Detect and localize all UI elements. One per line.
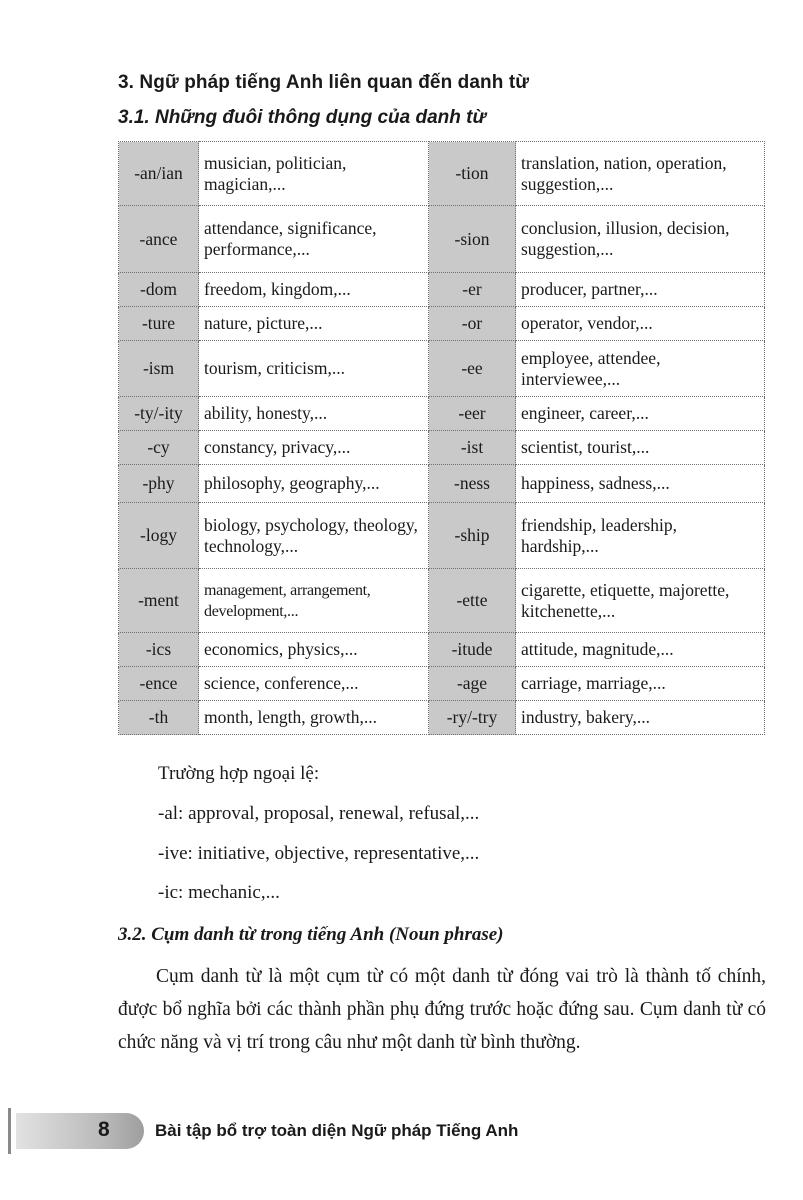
suffix-cell: -itude	[429, 633, 516, 667]
examples-cell: month, length, growth,...	[199, 701, 429, 735]
suffix-cell: -dom	[119, 273, 199, 307]
suffix-cell: -age	[429, 667, 516, 701]
suffix-cell: -ance	[119, 206, 199, 273]
suffix-cell: -er	[429, 273, 516, 307]
noun-suffix-table	[118, 141, 765, 735]
suffix-cell: -ty/-ity	[119, 397, 199, 431]
subsection-heading: 3.1. Những đuôi thông dụng của danh từ	[118, 107, 487, 128]
examples-cell: conclusion, illusion, decision, suggestion,...	[516, 206, 765, 273]
footer-tick	[8, 1108, 11, 1154]
section-heading: 3. Ngữ pháp tiếng Anh liên quan đến danh từ	[118, 72, 530, 93]
suffix-cell: -ness	[429, 465, 516, 503]
suffix-cell: -phy	[119, 465, 199, 503]
suffix-cell: -tion	[429, 142, 516, 206]
examples-cell: employee, attendee, interviewee,...	[516, 341, 765, 397]
footer-tab	[16, 1113, 144, 1149]
table-row	[119, 397, 765, 431]
examples-cell: happiness, sadness,...	[516, 465, 765, 503]
examples-cell: carriage, marriage,...	[516, 667, 765, 701]
table-row	[119, 341, 765, 397]
suffix-cell: -ment	[119, 569, 199, 633]
table-row	[119, 633, 765, 667]
table-row	[119, 142, 765, 206]
examples-cell: musician, politician, magician,...	[199, 142, 429, 206]
table-row	[119, 307, 765, 341]
exception-item: -ive: initiative, objective, representative,...	[158, 843, 480, 864]
examples-cell: engineer, career,...	[516, 397, 765, 431]
table-row	[119, 431, 765, 465]
exception-item: -al: approval, proposal, renewal, refusal,...	[158, 803, 480, 824]
examples-cell: cigarette, etiquette, majorette, kitchenette,...	[516, 569, 765, 633]
suffix-cell: -sion	[429, 206, 516, 273]
examples-cell: attitude, magnitude,...	[516, 633, 765, 667]
table-row	[119, 569, 765, 633]
examples-cell: biology, psychology, theology, technology,...	[199, 503, 429, 569]
examples-cell: producer, partner,...	[516, 273, 765, 307]
suffix-cell: -cy	[119, 431, 199, 465]
book-title: Bài tập bổ trợ toàn diện Ngữ pháp Tiếng Anh	[155, 1121, 519, 1140]
suffix-cell: -ee	[429, 341, 516, 397]
suffix-cell: -ship	[429, 503, 516, 569]
examples-cell: scientist, tourist,...	[516, 431, 765, 465]
exception-item: -ic: mechanic,...	[158, 882, 280, 903]
noun-phrase-paragraph: Cụm danh từ là một cụm từ có một danh từ đóng vai trò là thành tố chính, được bổ nghĩa bởi các thành phần phụ đứng trước hoặc đứng sau. Cụm danh từ có chức năng và vị trí trong câu như một danh từ bình thường.	[118, 966, 766, 1053]
suffix-cell: -or	[429, 307, 516, 341]
table-row	[119, 465, 765, 503]
examples-cell: tourism, criticism,...	[199, 341, 429, 397]
suffix-cell: -th	[119, 701, 199, 735]
examples-cell: philosophy, geography,...	[199, 465, 429, 503]
examples-cell: ability, honesty,...	[199, 397, 429, 431]
examples-cell: attendance, significance, performance,...	[199, 206, 429, 273]
examples-cell: nature, picture,...	[199, 307, 429, 341]
page-number: 8	[98, 1118, 110, 1141]
table-row	[119, 701, 765, 735]
examples-cell: freedom, kingdom,...	[199, 273, 429, 307]
suffix-cell: -logy	[119, 503, 199, 569]
examples-cell: industry, bakery,...	[516, 701, 765, 735]
suffix-cell: -ture	[119, 307, 199, 341]
suffix-cell: -ence	[119, 667, 199, 701]
suffix-cell: -eer	[429, 397, 516, 431]
examples-cell: economics, physics,...	[199, 633, 429, 667]
examples-cell: friendship, leadership, hardship,...	[516, 503, 765, 569]
examples-cell: science, conference,...	[199, 667, 429, 701]
suffix-cell: -ist	[429, 431, 516, 465]
examples-cell: operator, vendor,...	[516, 307, 765, 341]
suffix-cell: -ette	[429, 569, 516, 633]
table-row	[119, 273, 765, 307]
suffix-cell: -an/ian	[119, 142, 199, 206]
subsection-heading-noun-phrase: 3.2. Cụm danh từ trong tiếng Anh (Noun phrase)	[118, 924, 504, 945]
table-row	[119, 206, 765, 273]
examples-cell: translation, nation, operation, suggestion,...	[516, 142, 765, 206]
examples-cell: management, arrangement, development,...	[199, 569, 429, 633]
exceptions-title: Trường hợp ngoại lệ:	[158, 763, 320, 784]
table-row	[119, 667, 765, 701]
suffix-cell: -ry/-try	[429, 701, 516, 735]
suffix-cell: -ism	[119, 341, 199, 397]
suffix-cell: -ics	[119, 633, 199, 667]
examples-cell: constancy, privacy,...	[199, 431, 429, 465]
table-row	[119, 503, 765, 569]
